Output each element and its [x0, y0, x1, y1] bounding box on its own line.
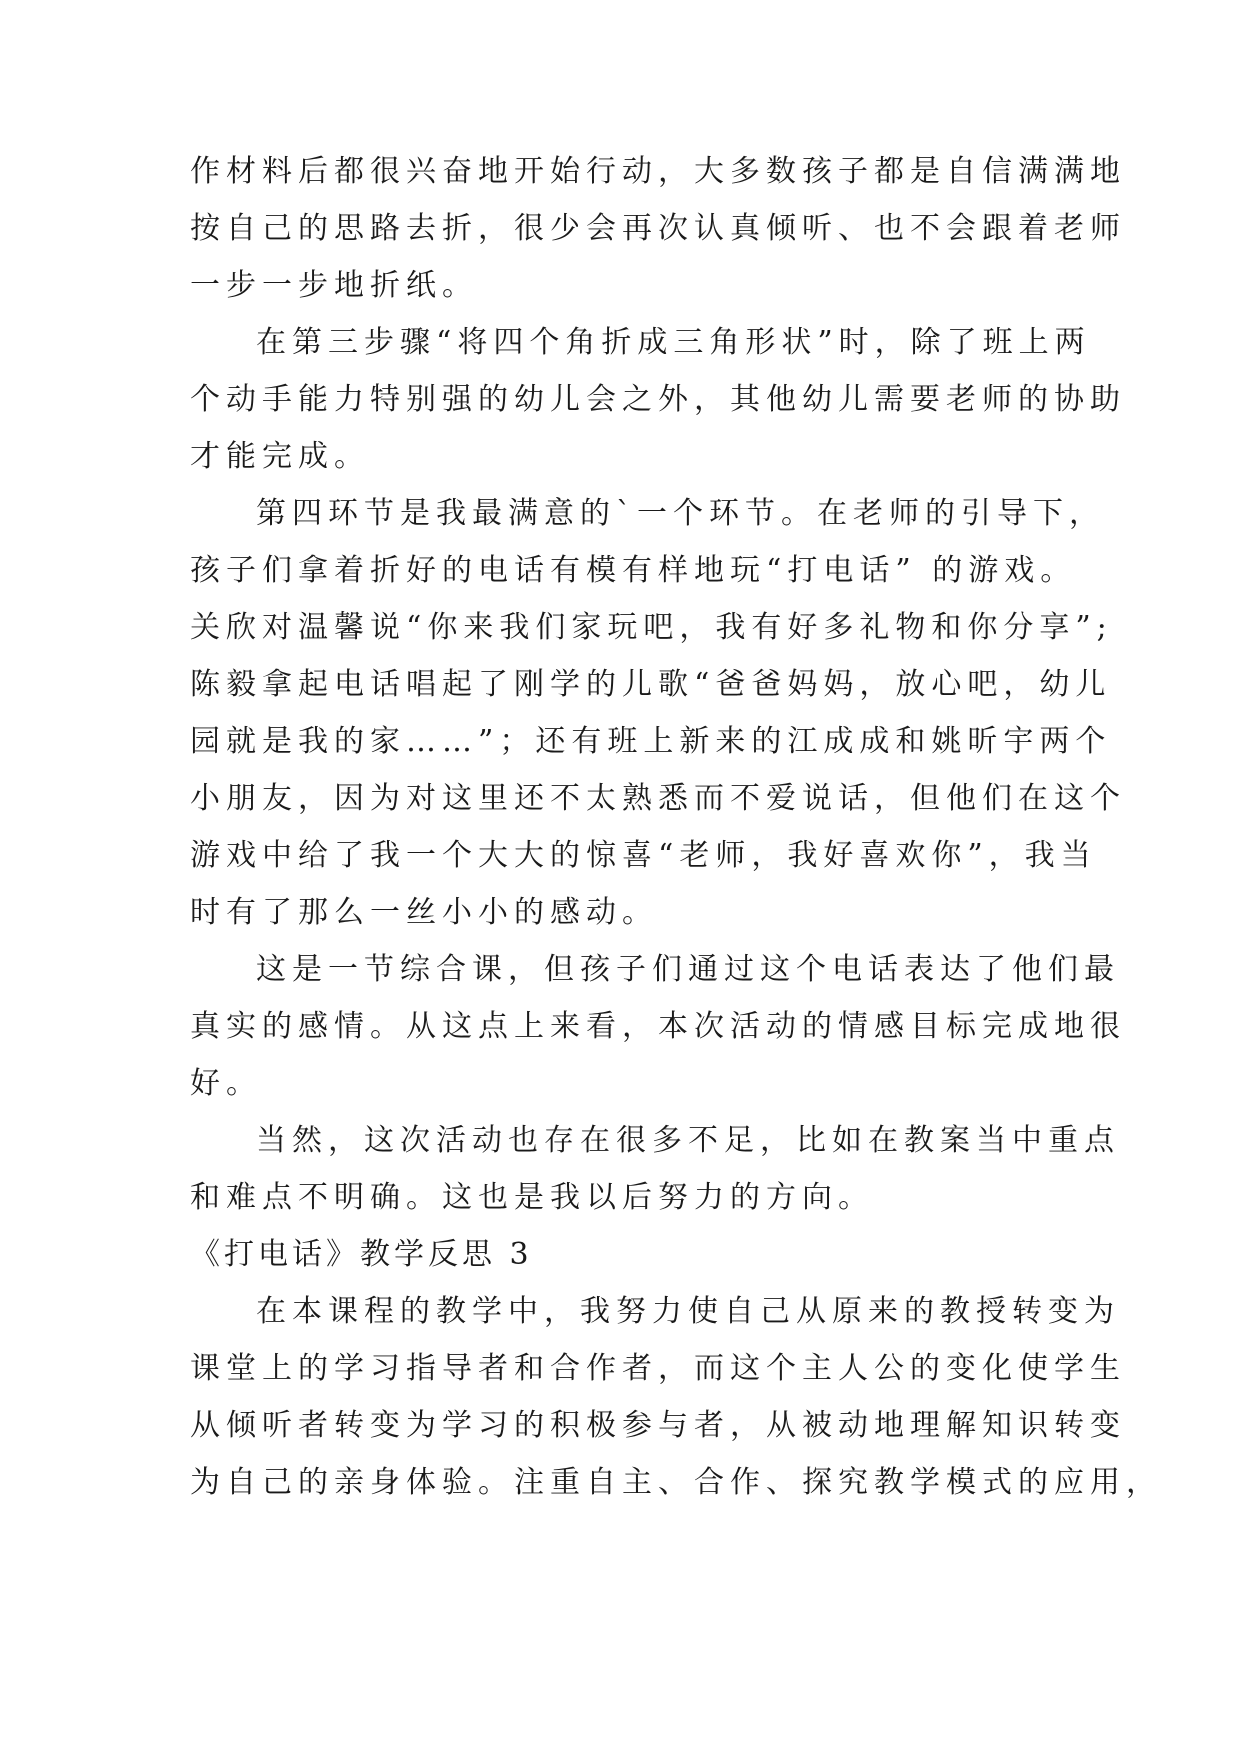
text-line-17: 好。 [190, 1066, 262, 1101]
text-line-22: 课堂上的学习指导者和合作者，而这个主人公的变化使学生 [190, 1351, 1126, 1386]
text-line-11: 园就是我的家……”；还有班上新来的江成成和姚昕宇两个 [190, 724, 1112, 759]
text-line-19: 和难点不明确。这也是我以后努力的方向。 [190, 1180, 874, 1215]
paragraph-start-line: 在本课程的教学中，我努力使自己从原来的教授转变为 [256, 1294, 1120, 1329]
paragraph-start-line: 当然，这次活动也存在很多不足，比如在教案当中重点 [256, 1123, 1120, 1158]
text-line-14: 时有了那么一丝小小的感动。 [190, 895, 658, 930]
text-line-10: 陈毅拿起电话唱起了刚学的儿歌“爸爸妈妈，放心吧，幼儿 [190, 667, 1112, 702]
paragraph-start-line: 第四环节是我最满意的`一个环节。在老师的引导下， [256, 496, 1105, 531]
text-line-24: 为自己的亲身体验。注重自主、合作、探究教学模式的应用， [190, 1465, 1162, 1500]
paragraph-start-line: 在第三步骤“将四个角折成三角形状”时，除了班上两 [256, 325, 1091, 360]
text-line-12: 小朋友，因为对这里还不太熟悉而不爱说话，但他们在这个 [190, 781, 1126, 816]
text-line-6: 才能完成。 [190, 439, 370, 474]
text-line-1: 作材料后都很兴奋地开始行动，大多数孩子都是自信满满地 [190, 154, 1126, 189]
text-line-16: 真实的感情。从这点上来看，本次活动的情感目标完成地很 [190, 1009, 1126, 1044]
paragraph-start-line: 这是一节综合课，但孩子们通过这个电话表达了他们最 [256, 952, 1120, 987]
text-line-5: 个动手能力特别强的幼儿会之外，其他幼儿需要老师的协助 [190, 382, 1126, 417]
text-line-9: 关欣对温馨说“你来我们家玩吧，我有好多礼物和你分享”; [190, 610, 1113, 645]
text-line-2: 按自己的思路去折，很少会再次认真倾听、也不会跟着老师 [190, 211, 1126, 246]
section-heading: 《打电话》教学反思 3 [190, 1237, 533, 1272]
text-line-13: 游戏中给了我一个大大的惊喜“老师，我好喜欢你”，我当 [190, 838, 1097, 873]
text-line-8: 孩子们拿着折好的电话有模有样地玩“打电话” 的游戏。 [190, 553, 1077, 588]
text-line-3: 一步一步地折纸。 [190, 268, 478, 303]
text-line-23: 从倾听者转变为学习的积极参与者，从被动地理解知识转变 [190, 1408, 1126, 1443]
